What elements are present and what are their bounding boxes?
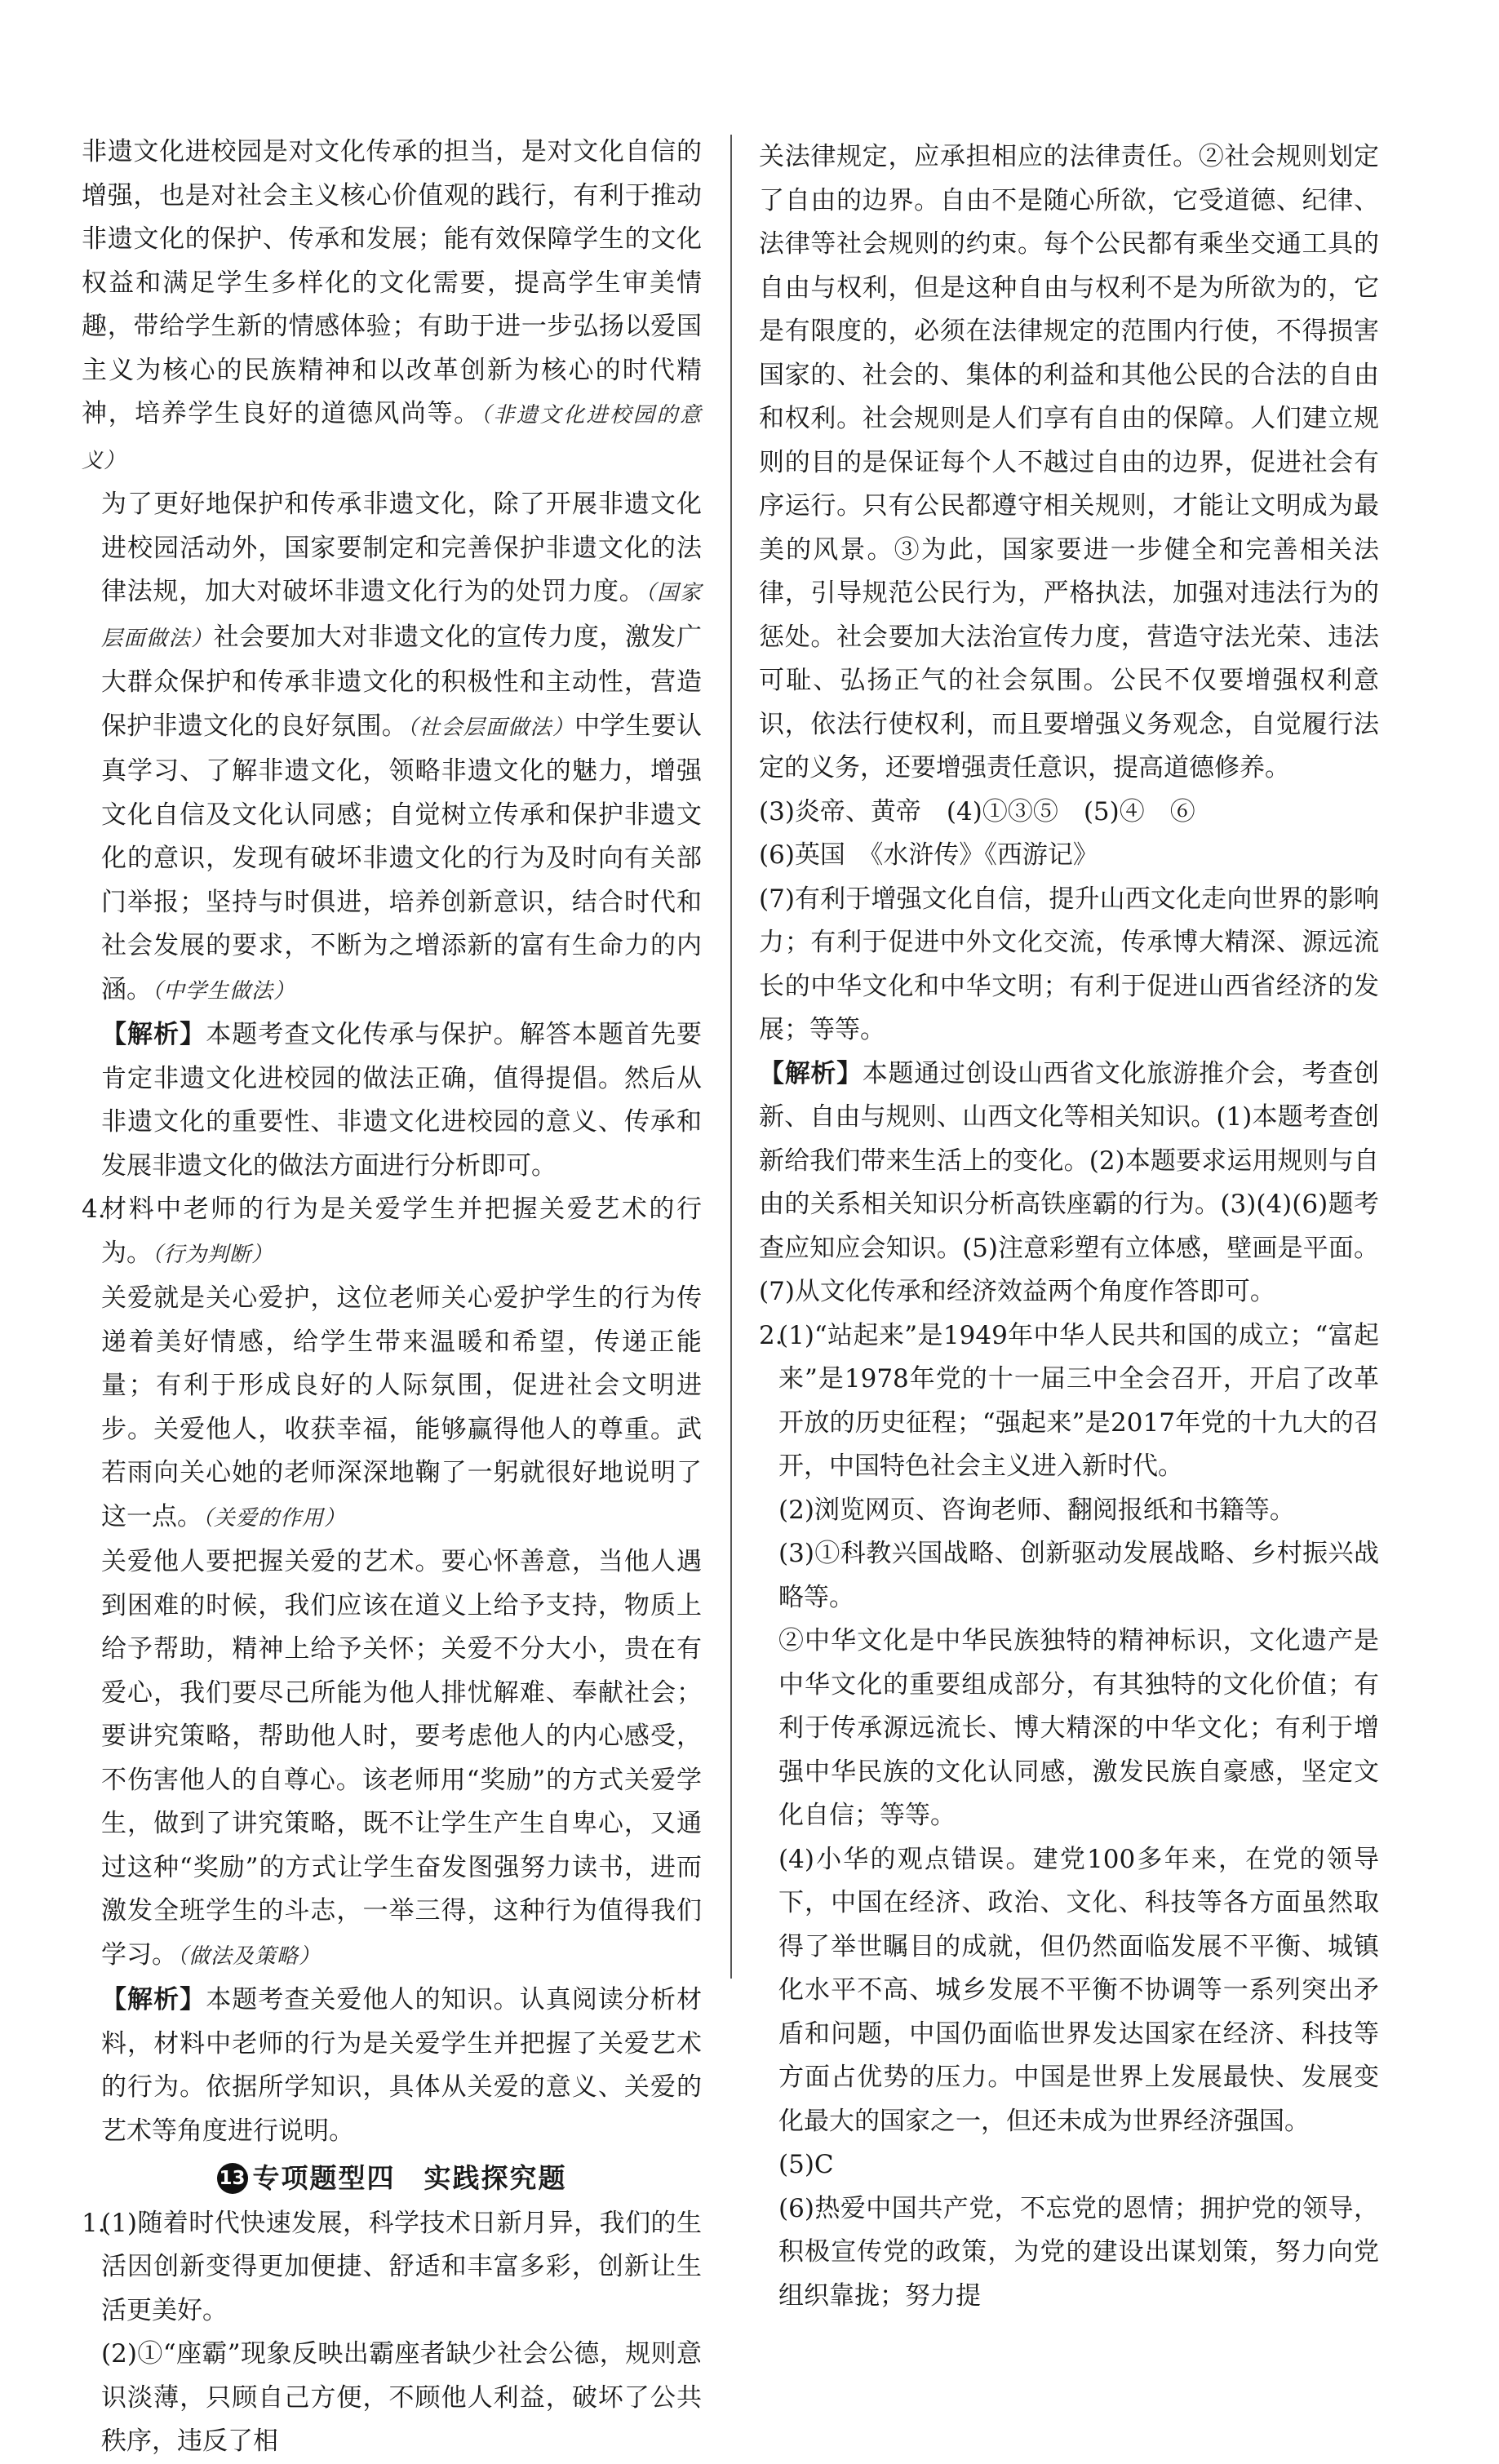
analysis-label: 【解析】 xyxy=(759,1058,863,1088)
annotation-note: （国家层面做法） xyxy=(101,581,702,651)
question-2-part-5 xyxy=(759,2143,1379,2187)
annotation-note: （中学生做法） xyxy=(152,978,296,1004)
text: 社会要加大对非遗文化的宣传力度，激发广大群众保护和传承非遗文化的积极性和主动性，营造保护非遗文化的良好氛围。 xyxy=(101,622,702,741)
text: (7)有利于增强文化自信，提升山西文化走向世界的影响力；有利于促进中外文化交流，传承博大精深、源远流长的中华文化和中华文明；有利于促进山西省经济的发展；等等。 xyxy=(759,884,1379,1044)
text: (3)①科教兴国战略、创新驱动发展战略、乡村振兴战略等。 xyxy=(778,1539,1379,1612)
question-2-part-3b xyxy=(759,1620,1379,1838)
text: 非遗文化进校园是对文化传承的担当，是对文化自信的增强，也是对社会主义核心价值观的践行，有利于推动非遗文化的保护、传承和发展；能有效保障学生的文化权益和满足学生多样化的文化需要，提高学生审美情趣，带给学生新的情感体验；有助于进一步弘扬以爱国主义为核心的民族精神和以改革创新为核心的时代精神，培养学生良好的道德风尚等。 xyxy=(82,137,702,428)
right-column xyxy=(759,135,1379,2318)
section-heading xyxy=(82,2156,702,2200)
question-number: 1. xyxy=(82,2208,106,2238)
analysis-paragraph xyxy=(82,1013,702,1188)
text: 关爱就是关心爱护，这位老师关心爱护学生的行为传递着美好情感，给学生带来温暖和希望，传递正能量；有利于形成良好的人际氛围，促进社会文明进步。关爱他人，收获幸福，能够赢得他人的尊重。武若雨向关心她的老师深深地鞠了一躬就很好地说明了这一点。 xyxy=(101,1283,702,1531)
question-4 xyxy=(82,1188,702,1277)
text: (4)小华的观点错误。建党100多年来，在党的领导下，中国在经济、政治、文化、科技等各方面虽然取得了举世瞩目的成就，但仍然面临发展不平衡、城镇化水平不高、城乡发展不平衡不协调等一系列突出矛盾和问题，中国仍面临世界发达国家在经济、科技等方面占优势的压力。中国是世界上发展最快、发展变化最大的国家之一，但还未成为世界经济强国。 xyxy=(778,1844,1379,2136)
text: 关爱他人要把握关爱的艺术。要心怀善意，当他人遇到困难的时候，我们应该在道义上给予支持，物质上给予帮助，精神上给予关怀；关爱不分大小，贵在有爱心，我们要尽己所能为他人排忧解难、奉献社会；要讲究策略，帮助他人时，要考虑他人的内心感受，不伤害他人的自尊心。该老师用“奖励”的方式关爱学生，做到了讲究策略，既不让学生产生自卑心，又通过这种“奖励”的方式让学生奋发图强努力读书，进而激发全班学生的斗志，一举三得，这种行为值得我们学习。 xyxy=(101,1547,702,1970)
text: 为了更好地保护和传承非遗文化，除了开展非遗文化进校园活动外，国家要制定和完善保护非遗文化的法律法规，加大对破坏非遗文化行为的处罚力度。 xyxy=(101,490,702,606)
paragraph-heritage-measures xyxy=(82,483,702,1013)
annotation-note: （非遗文化进校园的意义） xyxy=(82,403,702,473)
paragraph-care-effect xyxy=(82,1277,702,1540)
text: (2)浏览网页、咨询老师、翻阅报纸和书籍等。 xyxy=(778,1495,1295,1525)
section-title: 专项题型四 实践探究题 xyxy=(252,2162,567,2194)
answer-6 xyxy=(759,834,1379,878)
annotation-note: （关爱的作用） xyxy=(202,1505,347,1531)
answer-7 xyxy=(759,878,1379,1053)
text: (5)C xyxy=(778,2150,834,2179)
analysis-label: 【解析】 xyxy=(101,1020,206,1049)
text: (2)①“座霸”现象反映出霸座者缺少社会公德，规则意识淡薄，只顾自己方便，不顾他人利益，破坏了公共秩序，违反了相 xyxy=(101,2339,702,2456)
text: 材料中老师的行为是关爱学生并把握关爱艺术的行为。 xyxy=(101,1194,702,1268)
annotation-note: （做法及策略） xyxy=(177,1943,322,1969)
text: (3)炎帝、黄帝 (4)①③⑤ (5)④ ⑥ xyxy=(759,796,1195,827)
question-number: 4. xyxy=(82,1194,106,1224)
answer-3-5 xyxy=(759,791,1379,835)
annotation-note: （行为判断） xyxy=(152,1242,274,1267)
section-number-badge: 13 xyxy=(217,2163,248,2194)
paragraph-heritage-significance xyxy=(82,131,702,483)
text: 中学生要认真学习、了解非遗文化，领略非遗文化的魅力，增强文化自信及文化认同感；自觉树立传承和保护非遗文化的意识，发现有破坏非遗文化的行为及时向有关部门举报；坚持与时俱进，培养创新意识，结合时代和社会发展的要求，不断为之增添新的富有生命力的内涵。 xyxy=(101,711,702,1004)
text: (6)热爱中国共产党，不忘党的恩情；拥护党的领导，积极宣传党的政策，为党的建设出谋划策，努力向党组织靠拢；努力提 xyxy=(778,2193,1379,2311)
text: (1)“站起来”是1949年中华人民共和国的成立；“富起来”是1978年党的十一届三中全会召开，开启了改革开放的历史征程；“强起来”是2017年党的十九大的召开，中国特色社会主义进入新时代。 xyxy=(778,1320,1379,1481)
question-2-part-3 xyxy=(759,1532,1379,1620)
text: (1)随着时代快速发展，科学技术日新月异，我们的生活因创新变得更加便捷、舒适和丰富多彩，创新让生活更美好。 xyxy=(101,2208,702,2325)
paragraph-care-art xyxy=(82,1540,702,1979)
analysis-paragraph xyxy=(82,1979,702,2153)
text: 本题考查关爱他人的知识。认真阅读分析材料，材料中老师的行为是关爱学生并把握了关爱艺术的行为。依据所学知识，具体从关爱的意义、关爱的艺术等角度进行说明。 xyxy=(101,1985,703,2146)
text: ②中华文化是中华民族独特的精神标识，文化遗产是中华文化的重要组成部分，有其独特的文化价值；有利于传承源远流长、博大精深的中华文化；有利于增强中华民族的文化认同感，激发民族自豪感，坚定文化自信；等等。 xyxy=(778,1626,1379,1830)
question-2-part-4 xyxy=(759,1838,1379,2144)
text: 本题考查文化传承与保护。解答本题首先要肯定非遗文化进校园的做法正确，值得提倡。然后从非遗文化的重要性、非遗文化进校园的意义、传承和发展非遗文化的做法方面进行分析即可。 xyxy=(101,1020,703,1181)
question-2 xyxy=(759,1314,1379,1489)
annotation-note: （社会层面做法） xyxy=(407,715,574,740)
question-1 xyxy=(82,2202,702,2333)
question-number: 2. xyxy=(759,1320,783,1350)
text: 本题通过创设山西省文化旅游推介会，考查创新、自由与规则、山西文化等相关知识。(1)本题考查创新给我们带来生活上的变化。(2)本题要求运用规则与自由的关系相关知识分析高铁座霸的行为。(3)(4)(6)题考查应知应会知识。(5)注意彩塑有立体感，壁画是平面。(7)从文化传承和经济效益两个角度作答即可。 xyxy=(759,1058,1380,1306)
question-2-part-6 xyxy=(759,2187,1379,2319)
left-column xyxy=(82,131,702,2464)
text: 关法律规定，应承担相应的法律责任。②社会规则划定了自由的边界。自由不是随心所欲，它受道德、纪律、法律等社会规则的约束。每个公民都有乘坐交通工具的自由与权利，但是这种自由与权利不是为所欲为的，它是有限度的，必须在法律规定的范围内行使，不得损害国家的、社会的、集体的利益和其他公民的合法的自由和权利。社会规则是人们享有自由的保障。人们建立规则的目的是保证每个人不越过自由的边界，促进社会有序运行。只有公民都遵守相关规则，才能让文明成为最美的风景。③为此，国家要进一步健全和完善相关法律，引导规范公民行为，严格执法，加强对违法行为的惩处。社会要加大法治宣传力度，营造守法光荣、违法可耻、弘扬正气的社会氛围。公民不仅要增强权利意识，依法行使权利，而且要增强义务观念，自觉履行法定的义务，还要增强责任意识，提高道德修养。 xyxy=(759,142,1379,782)
question-1-part-2 xyxy=(82,2333,702,2464)
analysis-paragraph xyxy=(759,1053,1379,1314)
column-divider xyxy=(730,135,732,1979)
text: (6)英国 《水浒传》《西游记》 xyxy=(759,840,1098,870)
analysis-label: 【解析】 xyxy=(101,1985,206,2014)
paragraph-rules-freedom xyxy=(759,135,1379,791)
question-2-part-2 xyxy=(759,1489,1379,1533)
